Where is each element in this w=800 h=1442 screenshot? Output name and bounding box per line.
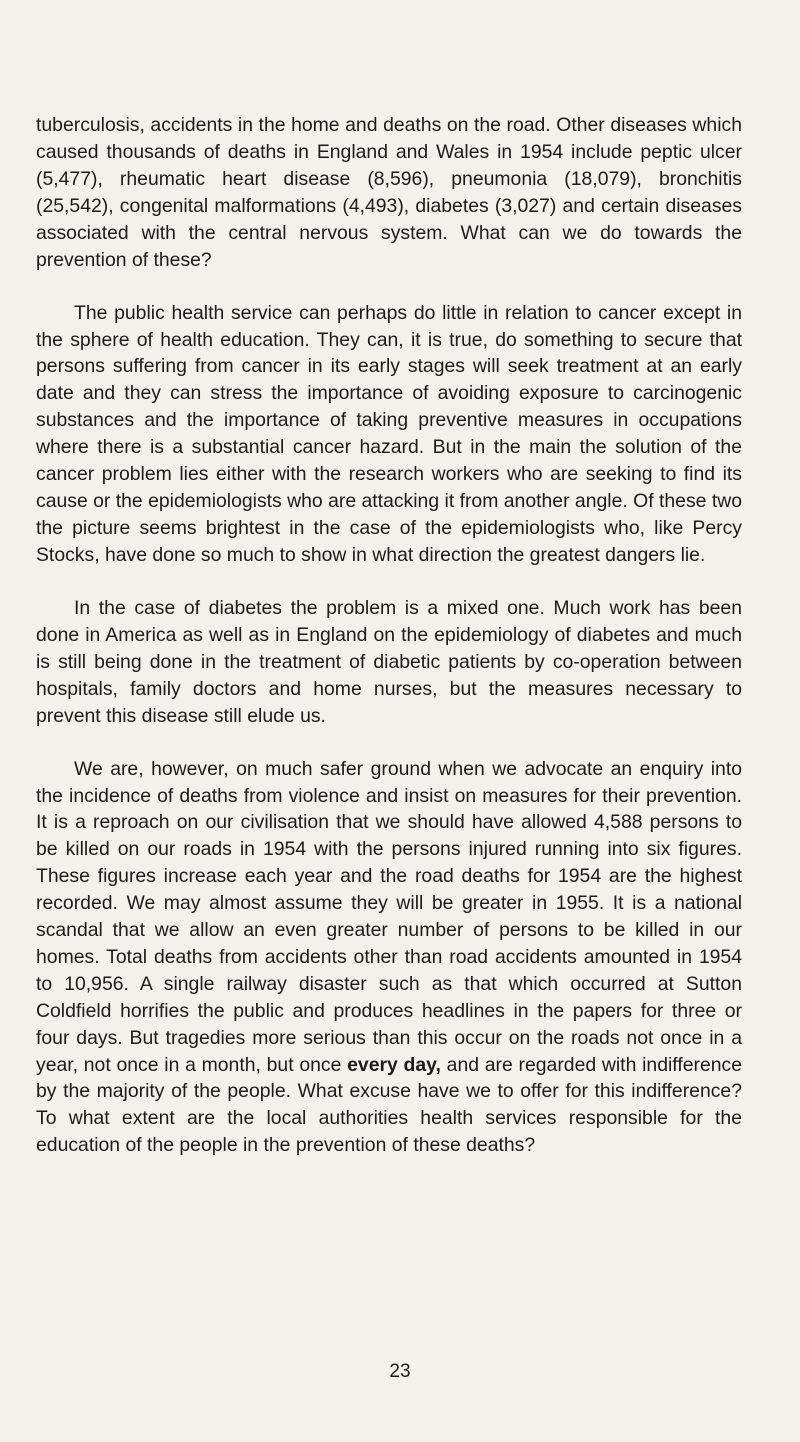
paragraph-4-emphasis: every day, [347,1053,441,1076]
page-number: 23 [389,1361,411,1382]
paragraph-4-text-a: We are, however, on much safer ground when we advocate an enquiry into the incidence of deaths from violence and insist on measures for their prevention. It is a reproach on our civilisation that we should have allowed 4,588 persons to be killed on our roads in 1954 with the persons injured running into six figures. These figures increase each year and the road deaths for 1954 are the highest recorded. We may almost assume they will be greater in 1955. It is a national scandal that we allow an even greater number of persons to be killed in our homes. Total deaths from accidents other than road accidents amounted in 1954 to 10,956. A single railway disaster such as that which occurred at Sutton Coldfield horrifies the public and produces headlines in the papers for three or four days. But tragedies more serious than this occur on the roads not once in a year, not once in a month, but once [36,757,742,1076]
paragraph-4-text-b: and are regarded with indifference by the majority of the people. What excuse have we to offer for this indifference? To what extent are the local authorities health services responsible for the education of the people in the prevention of these deaths? [36,1053,742,1157]
paragraph-3: In the case of diabetes the problem is a mixed one. Much work has been done in America as well as in England on the epidemiology of diabetes and much is still being done in the treatment of diabetic patients by co-operation between hospitals, family doctors and home nurses, but the measures necessary to prevent this disease still elude us. [36,596,742,727]
paragraph-2: The public health service can perhaps do little in relation to cancer except in the sphere of health education. They can, it is true, do something to secure that persons suffering from cancer in its early stages will seek treatment at an early date and they can stress the importance of avoiding exposure to carcinogenic substances and the importance of taking preventive measures in occupations where there is a substantial cancer hazard. But in the main the solution of the cancer problem lies either with the research workers who are seeking to find its cause or the epidemiologists who are attacking it from another angle. Of these two the picture seems brightest in the case of the epidemiologists who, like Percy Stocks, have done so much to show in what direction the greatest dangers lie. [36,301,742,566]
paragraph-4 [36,756,742,1160]
paragraph-1: tuberculosis, accidents in the home and deaths on the road. Other diseases which caused thousands of deaths in England and Wales in 1954 include peptic ulcer (5,477), rheumatic heart disease (8,596), pneumonia (18,079), bronchitis (25,542), congenital malformations (4,493), diabetes (3,027) and certain diseases associated with the central nervous system. What can we do towards the prevention of these? [36,114,742,271]
page-body [36,112,742,1185]
